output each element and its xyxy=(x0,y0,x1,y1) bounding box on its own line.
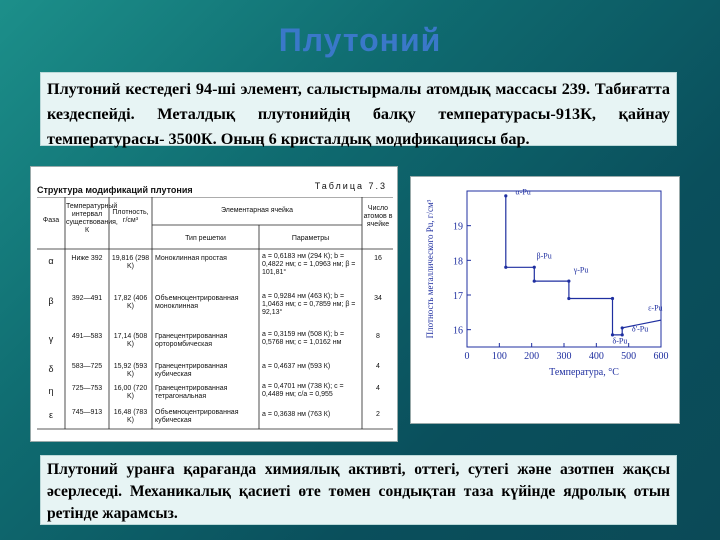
phase-label: β-Pu xyxy=(536,251,552,261)
header-params: Параметры xyxy=(291,235,330,242)
data-point xyxy=(504,266,507,269)
row-phase: η xyxy=(48,386,54,396)
row-density: 15,92 (593 K) xyxy=(113,363,148,378)
row-lattice: Гранецентрированная тетрагональная xyxy=(155,385,228,400)
density-temperature-chart xyxy=(410,176,680,424)
phase-label: δ'-Pu xyxy=(631,324,649,334)
row-temp: 491—583 xyxy=(71,333,103,340)
data-point xyxy=(567,280,570,283)
data-point xyxy=(611,297,614,300)
x-tick-label: 0 xyxy=(464,351,470,362)
row-lattice: Гранецентрированная кубическая xyxy=(155,363,228,378)
row-atoms: 16 xyxy=(374,255,382,262)
row-temp: 745—913 xyxy=(71,409,103,416)
row-phase: ε xyxy=(48,410,53,420)
plutonium-modifications-table xyxy=(30,166,398,442)
phase-label: δ-Pu xyxy=(612,336,628,346)
table-body xyxy=(37,197,393,437)
row-phase: α xyxy=(48,256,54,266)
header-temp: Температурный интервал существования, К xyxy=(66,203,118,234)
row-phase: δ xyxy=(48,364,54,374)
x-tick-label: 100 xyxy=(491,351,507,362)
row-lattice: Моноклинная простая xyxy=(155,255,227,262)
phase-label: γ-Pu xyxy=(573,265,589,275)
header-cell: Элементарная ячейка xyxy=(220,207,294,214)
intro-text: Плутоний кестедегі 94-ші элемент, салыстырмалы атомдық массасы 239. Табиғатта кездеспейді. Металдық плутонийдің балқу температурасы-913К, қайнау температурасы- 3500К. Оның 6 кристалдық модификациясы бар. xyxy=(40,72,677,146)
row-atoms: 34 xyxy=(374,295,382,302)
data-point xyxy=(533,266,536,269)
data-point xyxy=(504,194,507,197)
row-temp: 392—491 xyxy=(71,295,103,302)
data-point xyxy=(621,326,624,329)
row-atoms: 4 xyxy=(376,385,380,392)
header-density: Плотность, г/см³ xyxy=(112,209,149,224)
y-tick-label: 16 xyxy=(453,325,463,337)
row-params: a = 0,6183 нм (294 К); b = 0,4822 нм; c = 1,0963 нм; β = 101,81° xyxy=(262,253,356,276)
header-phase: Фаза xyxy=(42,217,60,224)
x-tick-label: 200 xyxy=(524,351,540,362)
y-tick-label: 17 xyxy=(453,291,463,302)
row-density: 16,48 (783 K) xyxy=(113,409,148,424)
row-density: 17,82 (406 K) xyxy=(113,295,148,310)
row-params: a = 0,3159 нм (508 К); b = 0,5768 нм; c = 1,0162 нм xyxy=(262,331,345,346)
header-atoms: Число атомов в ячейке xyxy=(363,205,393,228)
row-temp: 583—725 xyxy=(71,363,103,370)
data-point xyxy=(533,280,536,283)
table-caption: Структура модификаций плутония xyxy=(37,185,193,195)
header-lattice: Тип решетки xyxy=(185,235,226,242)
chart-svg xyxy=(411,177,679,423)
row-phase: β xyxy=(48,296,54,306)
row-density: 17,14 (508 K) xyxy=(113,333,148,348)
row-lattice: Объемноцентрированная моноклинная xyxy=(155,295,239,310)
row-temp: Ниже 392 xyxy=(71,255,103,262)
row-params: a = 0,4637 нм (593 К) xyxy=(262,363,331,370)
phase-label: ε-Pu xyxy=(648,303,663,313)
row-phase: γ xyxy=(48,334,54,344)
row-atoms: 2 xyxy=(376,411,380,418)
row-lattice: Гранецентрированная орторомбическая xyxy=(155,333,228,348)
x-axis-label: Температура, °C xyxy=(549,367,619,378)
row-params: a = 0,3638 нм (763 К) xyxy=(262,411,331,418)
x-tick-label: 300 xyxy=(556,351,572,362)
row-density: 19,816 (298 K) xyxy=(111,255,150,270)
y-tick-label: 18 xyxy=(453,256,463,268)
row-density: 16,00 (720 K) xyxy=(113,385,148,400)
table-number: Таблица 7.3 xyxy=(314,181,387,191)
row-temp: 725—753 xyxy=(71,385,103,392)
x-tick-label: 500 xyxy=(621,351,637,362)
data-point xyxy=(567,297,570,300)
row-atoms: 8 xyxy=(376,333,380,340)
row-atoms: 4 xyxy=(376,363,380,370)
phase-label: α-Pu xyxy=(515,187,531,197)
x-tick-label: 600 xyxy=(653,351,669,362)
x-tick-label: 400 xyxy=(588,351,604,362)
row-params: a = 0,9284 нм (463 К); b = 1,0463 нм; c = 0,7859 нм; β = 92,13° xyxy=(262,293,356,316)
y-tick-label: 19 xyxy=(453,221,463,233)
row-lattice: Объемноцентрированная кубическая xyxy=(155,409,239,424)
outro-text: Плутоний уранға қарағанда химиялық активті, оттегі, сутегі және азотпен жақсы әсерлеседі. Механикалық қасиеті өте төмен сондықтан таза күйінде ядролық отын ретінде жарамсыз. xyxy=(40,455,677,525)
y-axis-label: Плотность металлического Pu, г/см³ xyxy=(425,199,435,339)
slide-title: Плутоний xyxy=(278,22,442,58)
row-params: a = 0,4701 нм (738 К); c = 0,4489 нм; c/a = 0,955 xyxy=(262,383,344,398)
density-line xyxy=(506,196,674,335)
